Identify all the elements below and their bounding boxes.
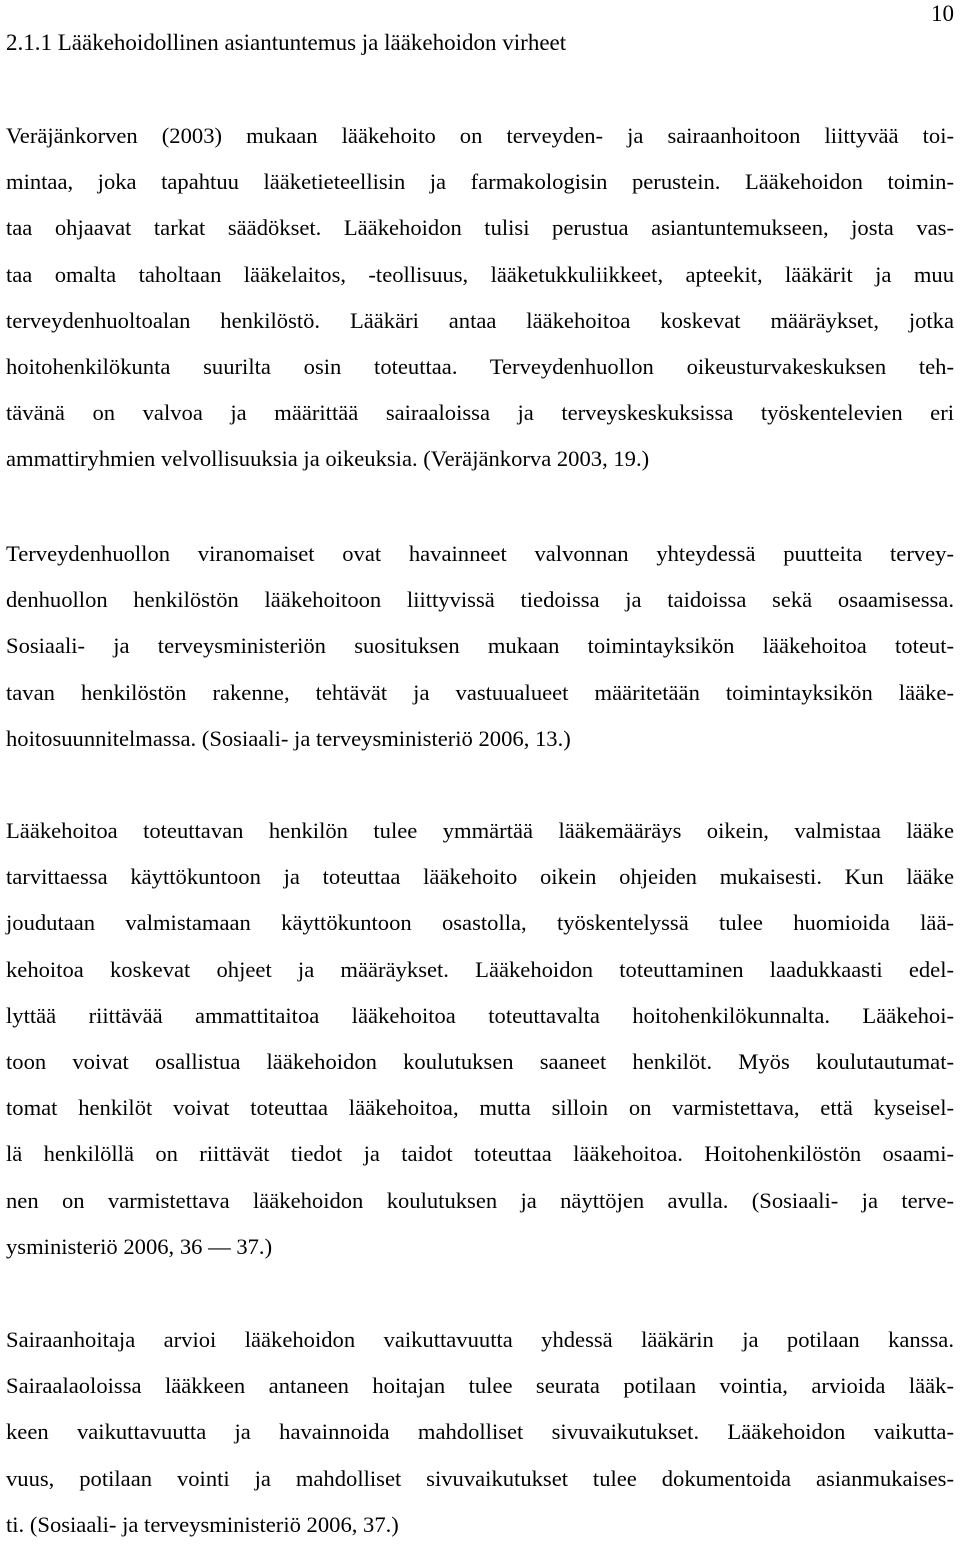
text-line: terveydenhuoltoalan henkilöstö. Lääkäri antaa lääkehoitoa koskevat määräykset, jotka [6, 307, 954, 333]
paragraph-nurse-evaluation [6, 1317, 954, 1548]
paragraph-authority-findings [6, 531, 954, 762]
text-line: joudutaan valmistamaan käyttökuntoon osastolla, työskentelyssä tulee huomioida lää- [6, 910, 954, 936]
text-line: lyttää riittävää ammattitaitoa lääkehoitoa toteuttavalta hoitohenkilökunnalta. Lääkehoi- [6, 1002, 954, 1028]
text-line: taa omalta taholtaan lääkelaitos, -teollisuus, lääketukkuliikkeet, apteekit, lääkärit ja muu [6, 261, 954, 287]
text-line: Terveydenhuollon viranomaiset ovat havainneet valvonnan yhteydessä puutteita tervey- [6, 541, 954, 566]
text-line: keen vaikuttavuutta ja havainnoida mahdolliset sivuvaikutukset. Lääkehoidon vaikutta- [6, 1419, 954, 1445]
text-line: vuus, potilaan vointi ja mahdolliset sivuvaikutukset tulee dokumentoida asianmukaises- [6, 1465, 954, 1491]
text-line: tarvittaessa käyttökuntoon ja toteuttaa lääkehoito oikein ohjeiden mukaisesti. Kun lääke [6, 864, 954, 890]
text-line: tävänä on valvoa ja määrittää sairaaloissa ja terveyskeskuksissa työskentelevien eri [6, 400, 954, 426]
text-line: toon voivat osallistua lääkehoidon koulutuksen saaneet henkilöt. Myös koulutautumat- [6, 1048, 954, 1074]
text-line: tomat henkilöt voivat toteuttaa lääkehoitoa, mutta silloin on varmistettava, että kyseisel- [6, 1095, 954, 1121]
text-line: taa ohjaavat tarkat säädökset. Lääkehoidon tulisi perustua asiantuntemukseen, josta vas- [6, 215, 954, 241]
text-line: denhuollon henkilöstön lääkehoitoon liittyvissä tiedoissa ja taidoissa sekä osaamisessa. [6, 587, 954, 613]
section-heading: 2.1.1 Lääkehoidollinen asiantuntemus ja lääkehoidon virheet [6, 30, 567, 55]
text-line: Lääkehoitoa toteuttavan henkilön tulee ymmärtää lääkemääräys oikein, valmistaa lääke [6, 818, 954, 843]
page-number: 10 [931, 1, 954, 26]
text-line: Sosiaali- ja terveysministeriön suosituksen mukaan toimintayksikön lääkehoitoa toteut- [6, 633, 954, 659]
text-line: lä henkilöllä on riittävät tiedot ja taidot toteuttaa lääkehoitoa. Hoitohenkilöstön osaami- [6, 1141, 954, 1167]
text-line: tavan henkilöstön rakenne, tehtävät ja vastuualueet määritetään toimintayksikön lääke- [6, 679, 954, 705]
text-line: ammattiryhmien velvollisuuksia ja oikeuksia. (Veräjänkorva 2003, 19.) [6, 446, 650, 472]
text-line: Veräjänkorven (2003) mukaan lääkehoito on terveyden- ja sairaanhoitoon liittyvää toi- [6, 123, 954, 148]
paragraph-medication-expertise [6, 113, 954, 483]
text-line: Sairaanhoitaja arvioi lääkehoidon vaikuttavuutta yhdessä lääkärin ja potilaan kanssa. [6, 1327, 954, 1352]
text-line: mintaa, joka tapahtuu lääketieteellisin ja farmakologisin perustein. Lääkehoidon toimin- [6, 169, 954, 195]
text-line: ysministeriö 2006, 36 — 37.) [6, 1233, 273, 1259]
paragraph-staff-competence [6, 808, 954, 1270]
text-line: kehoitoa koskevat ohjeet ja määräykset. Lääkehoidon toteuttaminen laadukkaasti edel- [6, 956, 954, 982]
text-line: hoitosuunnitelmassa. (Sosiaali- ja terveysministeriö 2006, 13.) [6, 725, 571, 751]
text-line: Sairaalaoloissa lääkkeen antaneen hoitajan tulee seurata potilaan vointia, arvioida lääk- [6, 1373, 954, 1399]
text-line: ti. (Sosiaali- ja terveysministeriö 2006, 37.) [6, 1511, 399, 1537]
text-line: nen on varmistettava lääkehoidon koulutuksen ja näyttöjen avulla. (Sosiaali- ja terve- [6, 1187, 954, 1213]
text-line: hoitohenkilökunta suurilta osin toteuttaa. Terveydenhuollon oikeusturvakeskuksen teh- [6, 353, 954, 379]
